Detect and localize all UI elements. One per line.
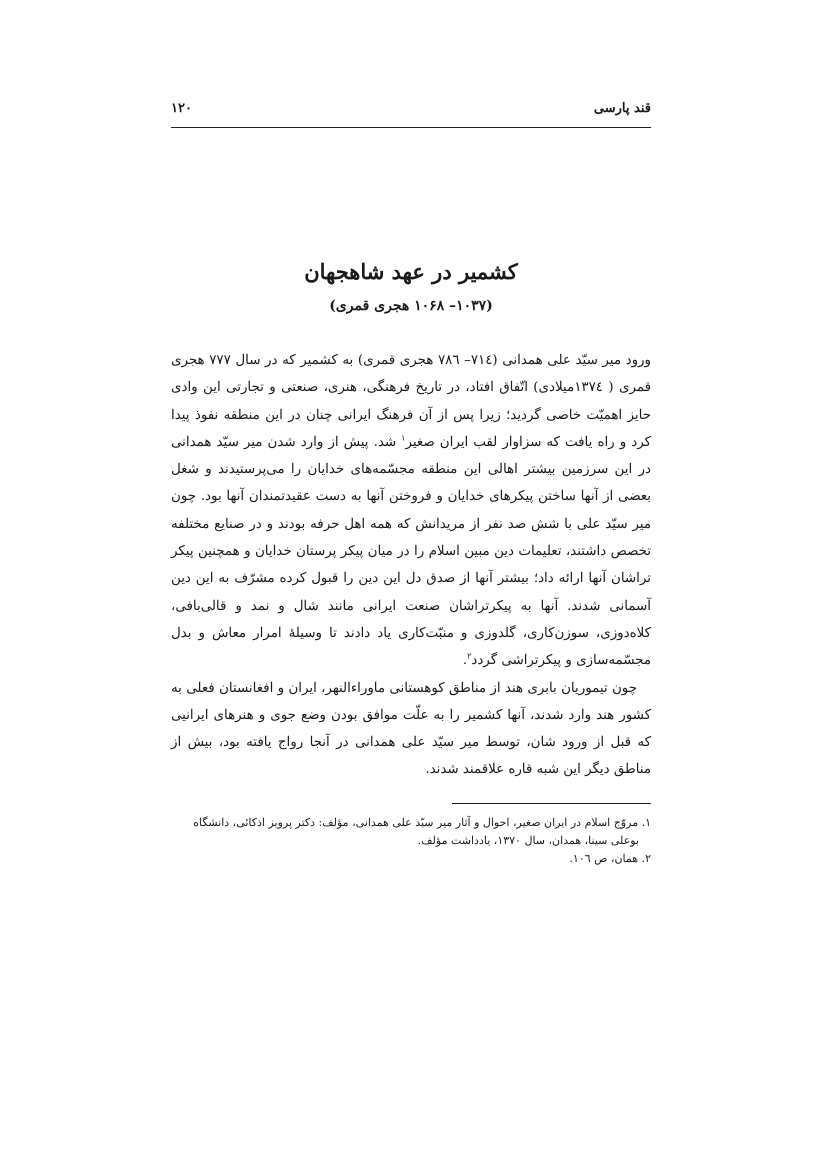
header-divider xyxy=(171,127,651,128)
body-paragraph-2: چون تیموریان بابری هند از مناطق کوهستانی ماوراءالنهر، ایران و افغانستان فعلی به کشور هند وارد شدند، آنها کشمیر را به علّت موافق بودن وضع جوی و هنرهای ایرانیی که قبل از ورود شان، توسط میر سیّد علی همدانی در آنجا رواج یافته بود، بیش از مناطق دیگر این شبه قاره علاقمند شدند. xyxy=(171,680,651,778)
paragraph-1-end: . xyxy=(462,653,468,669)
footnote-ref-2: ۲ xyxy=(467,651,472,661)
running-head xyxy=(171,101,651,123)
page-number: ۱۲۰ xyxy=(171,101,192,116)
paragraph-1-text-a: ورود میر سیّد علی همدانی (۷۱٤– ۷۸٦ هجری قمری) به کشمیر که در سال ۷۷۷ هجری قمری ( ۱۳۷٤میلادی) اتّفاق افتاد، در تاریخ فرهنگی، هنری، صنعتی و تجارتی این وادی حایز اهمیّت خاصی گردید؛ زیرا پس از آن فرهنگ ایرانی چنان در این منطقه نفوذ پیدا کرد و راه یافت که سزاوار لقب ایران صغیر xyxy=(171,353,651,450)
footnote-2: ۲. همان، ص ۱۰٦. xyxy=(569,852,651,865)
footnote-1-line-2: بوعلی سینا، همدان، سال ۱۳۷۰، یادداشت مؤلف. xyxy=(417,834,639,847)
footnote-1-line-1: ۱. مروّج اسلام در ایران صغیر، احوال و آثار میر سیّد علی همدانی، مؤلف: دکتر پرویز اذکائی، دانشگاه xyxy=(193,816,651,829)
footnote-divider xyxy=(452,803,651,804)
journal-name: قند پارسی xyxy=(593,101,651,116)
article-subtitle: (۱۰۳۷– ۱۰۶۸ هجری قمری) xyxy=(329,298,493,314)
paragraph-1-text-b: شد. پیش از وارد شدن میر سیّد همدانی در این سرزمین بیشتر اهالی این منطقه مجسّمه‌های خدایان را می‌پرستیدند و شغل بعضی از آنها ساختن پیکرهای خدایان و فروختن آنها به دست عقیدتمندان آنها بود. چون میر سیّد علی با شش صد نفر از مریدانش که همه اهل حرفه بودند و در صنایع مختلفه تخصص داشتند، تعلیمات دین مبین اسلام را در میان پیکر پرستان خدایان و همچنین پیکر تراشان آنها ارائه داد؛ بیشتر آنها از صدق دل این دین را قبول کرده مشرّف به این دین آسمانی شدند. آنها به پیکرتراشان صنعت ایرانی مانند شال و نمد و قالی‌بافی، کلاه‌دوزی، سوزن‌کاری، گلدوزی و منبّت‌کاری یاد دادند تا وسیلهٔ امرار معاش و بدل مجسّمه‌سازی و پیکرتراشی گردد xyxy=(171,434,651,669)
footnotes xyxy=(171,814,651,868)
footnote-ref-1: ۱ xyxy=(401,433,406,443)
body-paragraph-1 xyxy=(171,347,651,675)
article-title: کشمیر در عهد شاهجهان xyxy=(304,259,518,284)
article-body xyxy=(171,347,651,784)
